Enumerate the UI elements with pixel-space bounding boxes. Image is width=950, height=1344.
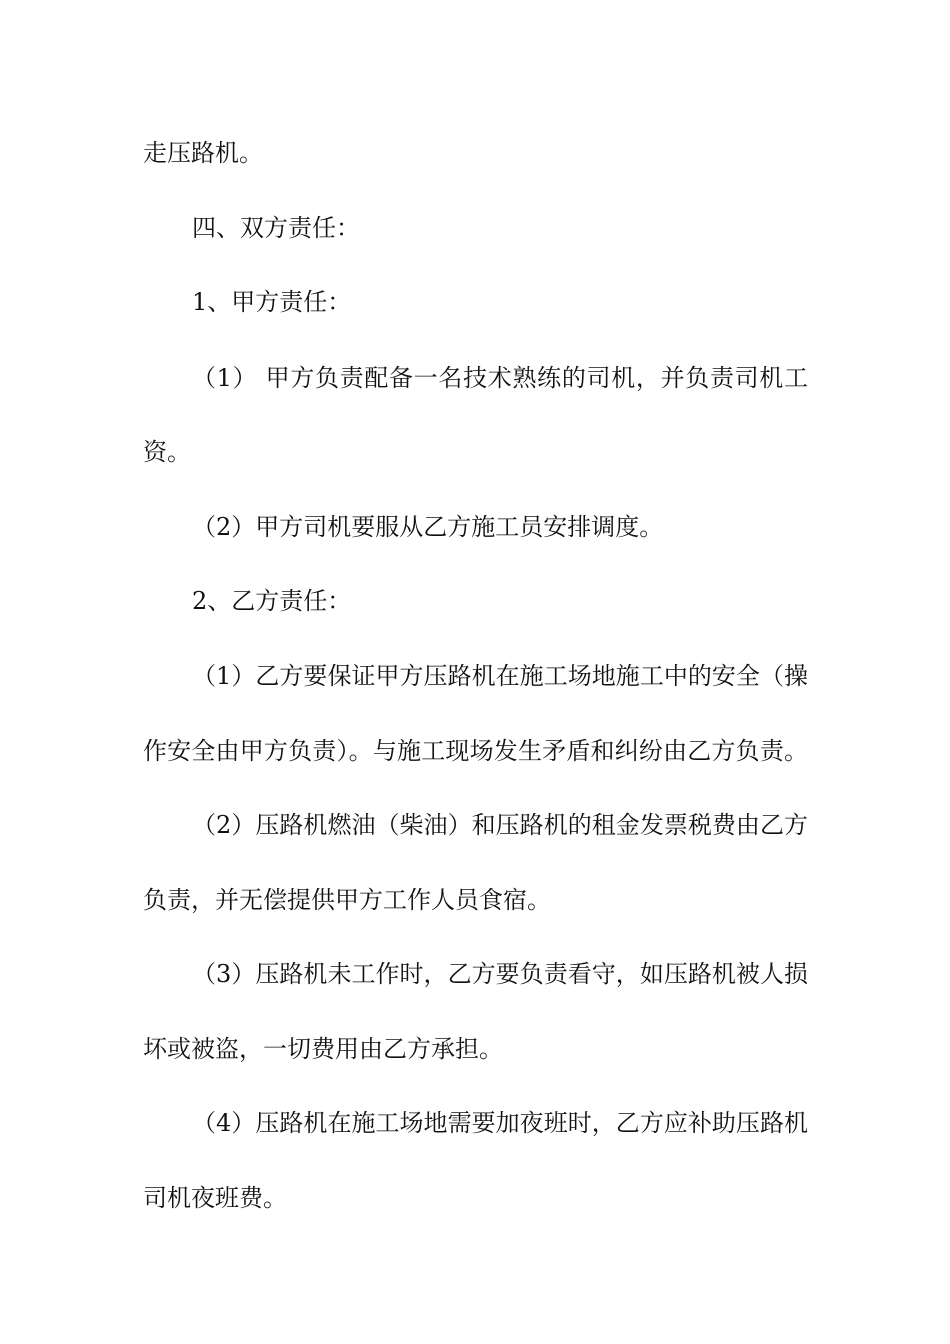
paragraph-line: 负责，并无偿提供甲方工作人员食宿。 [143, 886, 551, 914]
text-line: 走压路机。 [143, 139, 263, 167]
paragraph-line: 作安全由甲方负责）。与施工现场发生矛盾和纠纷由乙方负责。 [143, 737, 808, 765]
paragraph-line: （2）甲方司机要服从乙方施工员安排调度。 [192, 513, 664, 541]
paragraph-line: 坏或被盗，一切费用由乙方承担。 [143, 1035, 503, 1063]
paragraph-line: （1） 甲方负责配备一名技术熟练的司机，并负责司机工 [192, 364, 808, 392]
paragraph-line: （2）压路机燃油（柴油）和压路机的租金发票税费由乙方 [192, 811, 808, 839]
paragraph-line: （3）压路机未工作时，乙方要负责看守，如压路机被人损 [192, 960, 808, 988]
subsection-heading: 2、乙方责任： [192, 587, 352, 615]
section-heading: 四、双方责任： [192, 214, 360, 242]
subsection-heading: 1、甲方责任： [192, 288, 352, 316]
paragraph-line: （1）乙方要保证甲方压路机在施工场地施工中的安全（操 [192, 662, 808, 690]
paragraph-line: 资。 [143, 438, 191, 466]
paragraph-line: 司机夜班费。 [143, 1184, 287, 1212]
paragraph-line: （4）压路机在施工场地需要加夜班时，乙方应补助压路机 [192, 1109, 808, 1137]
